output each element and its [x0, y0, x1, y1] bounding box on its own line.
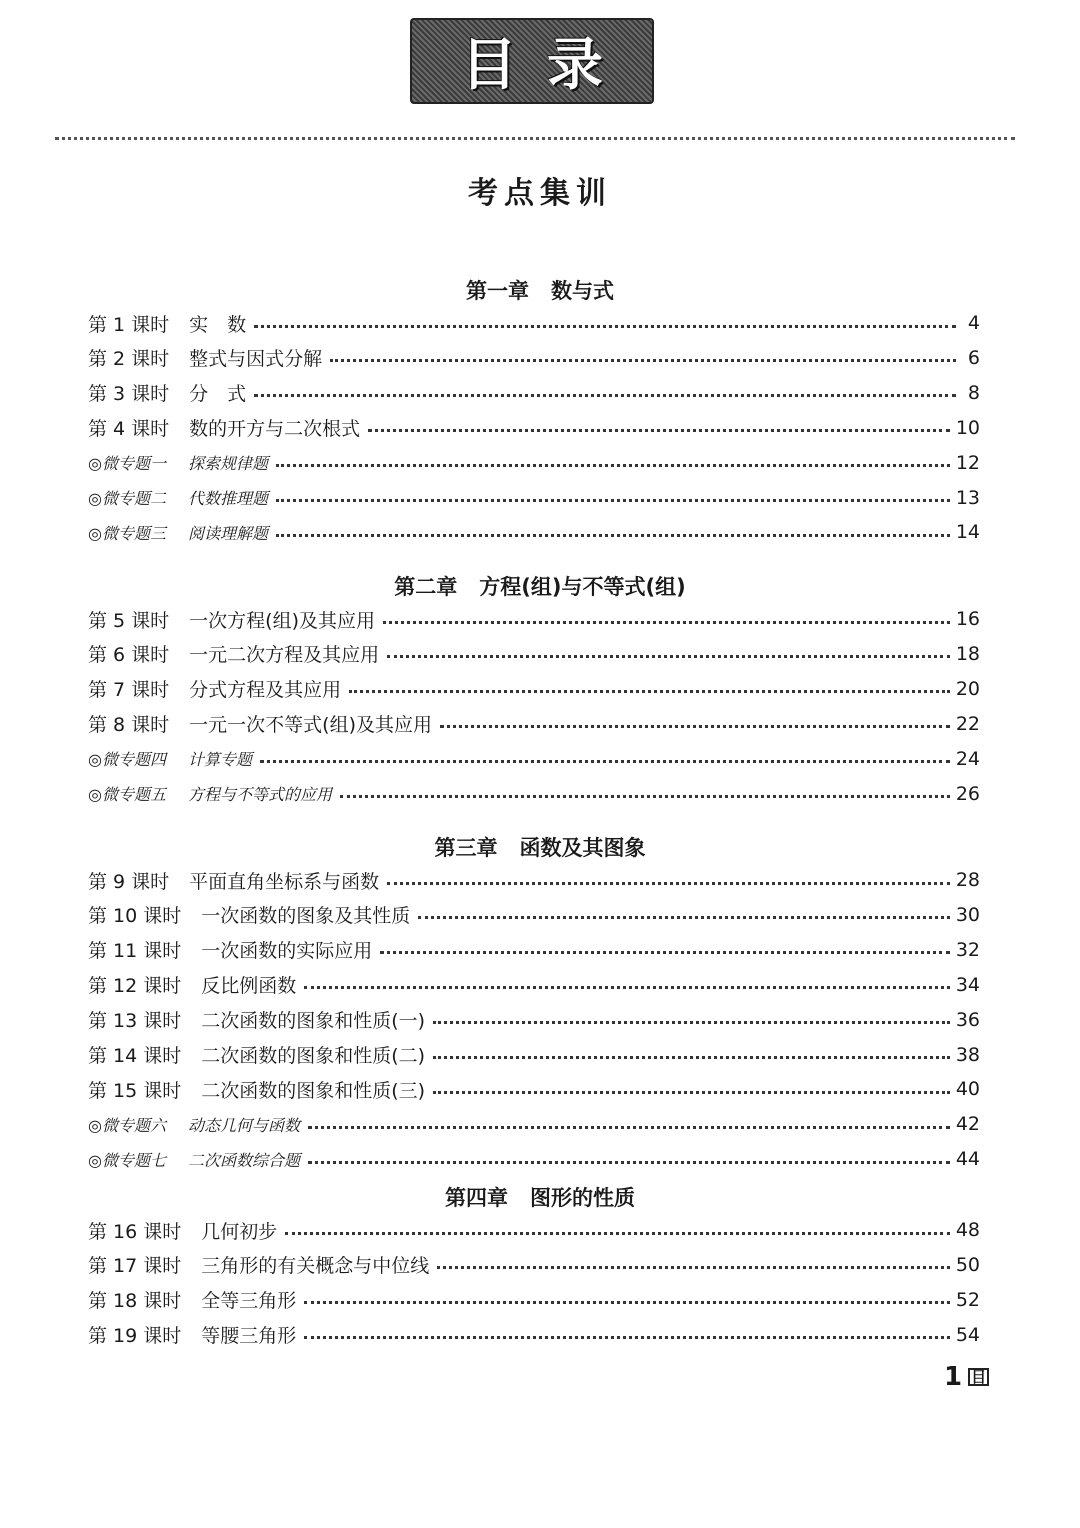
- chapter-heading: [0, 833, 1080, 863]
- entry-number: 第 6 课时: [88, 644, 170, 667]
- toc-entry-lesson[interactable]: [88, 935, 980, 965]
- catalog-mark: 目: [968, 1368, 989, 1386]
- toc-entry-lesson[interactable]: [88, 1250, 980, 1280]
- entry-title: 方程与不等式的应用: [187, 785, 332, 804]
- entry-number: 第 10 课时: [88, 905, 182, 928]
- dot-leader: [349, 690, 950, 693]
- entry-title: 代数推理题: [187, 489, 268, 508]
- entry-title: 阅读理解题: [187, 523, 268, 543]
- dot-leader: [330, 359, 956, 362]
- entry-number: 第 18 课时: [88, 1290, 182, 1313]
- entry-title: 动态几何与函数: [187, 1115, 300, 1135]
- chapter-heading: [0, 572, 1080, 602]
- page-footer: [944, 1362, 989, 1392]
- toc-entry-lesson[interactable]: [88, 343, 980, 373]
- dot-leader: [340, 795, 950, 798]
- entry-title: 二次函数的图象和性质(一): [201, 1010, 426, 1033]
- entry-title: 整式与因式分解: [189, 348, 323, 371]
- entry-title: 二次函数的图象和性质(三): [201, 1079, 426, 1102]
- entry-title: 一次函数的实际应用: [201, 940, 373, 963]
- entry-title: 计算专题: [187, 750, 252, 770]
- entry-page-number: 36: [955, 1008, 980, 1031]
- entry-title: 一次方程(组)及其应用: [189, 609, 375, 632]
- entry-number: 第 8 课时: [88, 714, 170, 737]
- toc-entry-micro-topic[interactable]: [88, 779, 980, 809]
- entry-number: ◎微专题三: [88, 523, 166, 543]
- entry-title: 三角形的有关概念与中位线: [201, 1255, 430, 1278]
- page-number: 1: [944, 1362, 963, 1392]
- toc-title: 目录: [461, 32, 633, 98]
- entry-title: 反比例函数: [201, 975, 297, 998]
- entry-title: 实 数: [189, 313, 247, 336]
- entry-title: 分 式: [189, 383, 247, 406]
- entry-title: 二次函数的图象和性质(二): [201, 1045, 426, 1067]
- entry-page-number: 50: [955, 1253, 980, 1276]
- dot-leader: [418, 916, 950, 919]
- toc-entry-micro-topic[interactable]: [88, 483, 980, 513]
- entry-page-number: 48: [955, 1219, 980, 1241]
- dot-leader: [440, 725, 950, 728]
- toc-entry-lesson[interactable]: [88, 604, 980, 634]
- entry-number: 第 15 课时: [88, 1079, 182, 1102]
- section-title: 考点集训: [468, 176, 612, 211]
- entry-title: 平面直角坐标系与函数: [189, 870, 380, 893]
- entry-number: 第 3 课时: [88, 383, 170, 406]
- chapter-title: 方程(组)与不等式(组): [479, 575, 686, 599]
- toc-entry-lesson[interactable]: [88, 308, 980, 338]
- toc-entry-micro-topic[interactable]: [88, 744, 980, 774]
- entry-page-number: 40: [955, 1078, 980, 1101]
- chapter-heading: [0, 276, 1080, 306]
- entry-number: ◎微专题五: [88, 785, 166, 804]
- dot-leader: [437, 1266, 950, 1269]
- entry-page-number: 38: [955, 1043, 980, 1066]
- entry-page-number: 10: [955, 416, 980, 439]
- dot-leader: [433, 1021, 950, 1024]
- toc-entry-lesson[interactable]: [88, 900, 980, 930]
- toc-entry-lesson[interactable]: [88, 709, 980, 739]
- entry-page-number: 22: [955, 712, 980, 735]
- chapter-title: 数与式: [551, 279, 614, 303]
- entry-page-number: 30: [955, 903, 980, 926]
- entry-page-number: 52: [955, 1288, 980, 1311]
- entry-title: 探索规律题: [187, 454, 268, 474]
- toc-entry-lesson[interactable]: [88, 1040, 980, 1070]
- entry-number: 第 7 课时: [88, 679, 170, 702]
- entry-title: 数的开方与二次根式: [189, 418, 361, 441]
- toc-entry-lesson[interactable]: [88, 639, 980, 669]
- entry-number: 第 12 课时: [88, 975, 182, 998]
- entry-page-number: 24: [955, 747, 980, 770]
- chapter-number: 第一章: [466, 279, 529, 303]
- entry-number: 第 5 课时: [88, 609, 170, 632]
- chapter-number: 第三章: [434, 836, 498, 860]
- dot-leader: [254, 394, 956, 397]
- dot-leader: [383, 621, 950, 624]
- entry-page-number: 8: [967, 381, 980, 404]
- dot-leader: [308, 1126, 950, 1129]
- chapter-heading: [0, 1183, 1080, 1213]
- entry-number: 第 1 课时: [88, 313, 170, 336]
- entry-title: 一元一次不等式(组)及其应用: [189, 714, 432, 737]
- entry-number: ◎微专题二: [88, 489, 166, 508]
- entry-title: 一次函数的图象及其性质: [201, 905, 411, 928]
- entry-page-number: 32: [955, 938, 980, 961]
- toc-entry-lesson[interactable]: [88, 1215, 980, 1245]
- entry-page-number: 18: [955, 642, 980, 665]
- toc-entry-micro-topic[interactable]: [88, 1144, 980, 1174]
- dot-leader: [254, 325, 956, 328]
- toc-entry-lesson[interactable]: [88, 378, 980, 408]
- entry-title: 二次函数综合题: [187, 1150, 300, 1170]
- toc-entry-lesson[interactable]: [88, 413, 980, 443]
- toc-entry-micro-topic[interactable]: [88, 517, 980, 547]
- entry-number: 第 16 课时: [88, 1220, 182, 1243]
- chapter-number: 第四章: [445, 1186, 508, 1210]
- entry-number: 第 13 课时: [88, 1010, 182, 1033]
- entry-title: 一元二次方程及其应用: [189, 644, 380, 667]
- chapter-title: 函数及其图象: [519, 836, 646, 860]
- entry-page-number: 13: [955, 486, 980, 509]
- entry-number: 第 14 课时: [88, 1045, 182, 1067]
- entry-page-number: 34: [955, 973, 980, 996]
- entry-page-number: 26: [955, 782, 980, 805]
- dot-leader: [276, 534, 950, 537]
- dot-leader: [285, 1232, 950, 1235]
- dot-leader: [276, 499, 950, 502]
- entry-number: 第 9 课时: [88, 870, 170, 893]
- entry-title: 几何初步: [201, 1220, 278, 1243]
- toc-entry-lesson[interactable]: [88, 1005, 980, 1035]
- entry-number: ◎微专题六: [88, 1115, 166, 1135]
- dot-leader: [433, 1056, 950, 1059]
- toc-entry-lesson[interactable]: [88, 1285, 980, 1315]
- entry-page-number: 42: [955, 1113, 980, 1136]
- dot-leader: [368, 429, 950, 432]
- toc-entry-lesson[interactable]: [88, 865, 980, 895]
- entry-page-number: 20: [955, 677, 980, 700]
- dot-leader: [387, 882, 950, 885]
- entry-number: ◎微专题四: [88, 750, 166, 770]
- entry-number: 第 11 课时: [88, 940, 182, 963]
- entry-number: 第 2 课时: [88, 348, 170, 371]
- dot-leader: [387, 655, 950, 658]
- entry-page-number: 6: [967, 346, 980, 369]
- entry-page-number: 12: [955, 451, 980, 474]
- toc-entry-lesson[interactable]: [88, 970, 980, 1000]
- toc-entry-lesson[interactable]: [88, 674, 980, 704]
- chapter-title: 图形的性质: [530, 1186, 635, 1210]
- entry-number: ◎微专题七: [88, 1150, 166, 1170]
- entry-page-number: 14: [955, 521, 980, 544]
- dot-leader: [380, 951, 950, 954]
- dot-leader: [304, 1336, 950, 1339]
- entry-page-number: 16: [955, 608, 980, 630]
- chapter-number: 第二章: [394, 575, 458, 599]
- entry-page-number: 54: [955, 1323, 980, 1346]
- entry-number: 第 19 课时: [88, 1325, 182, 1348]
- dot-leader: [304, 1301, 950, 1304]
- entry-page-number: 4: [967, 312, 980, 334]
- entry-title: 全等三角形: [201, 1290, 297, 1313]
- toc-entry-lesson[interactable]: [88, 1320, 980, 1350]
- dot-leader: [260, 760, 950, 763]
- entry-title: 等腰三角形: [201, 1325, 297, 1348]
- entry-number: 第 17 课时: [88, 1255, 182, 1278]
- dot-leader: [308, 1161, 950, 1164]
- entry-number: 第 4 课时: [88, 418, 170, 441]
- entry-title: 分式方程及其应用: [189, 679, 342, 702]
- toc-entry-micro-topic[interactable]: [88, 448, 980, 478]
- dot-leader: [433, 1091, 950, 1094]
- entry-number: ◎微专题一: [88, 454, 166, 474]
- dot-leader: [276, 464, 950, 467]
- entry-page-number: 28: [955, 869, 980, 891]
- toc-entry-lesson[interactable]: [88, 1074, 980, 1104]
- entry-page-number: 44: [955, 1148, 980, 1171]
- dot-leader: [304, 986, 950, 989]
- toc-entry-micro-topic[interactable]: [88, 1109, 980, 1139]
